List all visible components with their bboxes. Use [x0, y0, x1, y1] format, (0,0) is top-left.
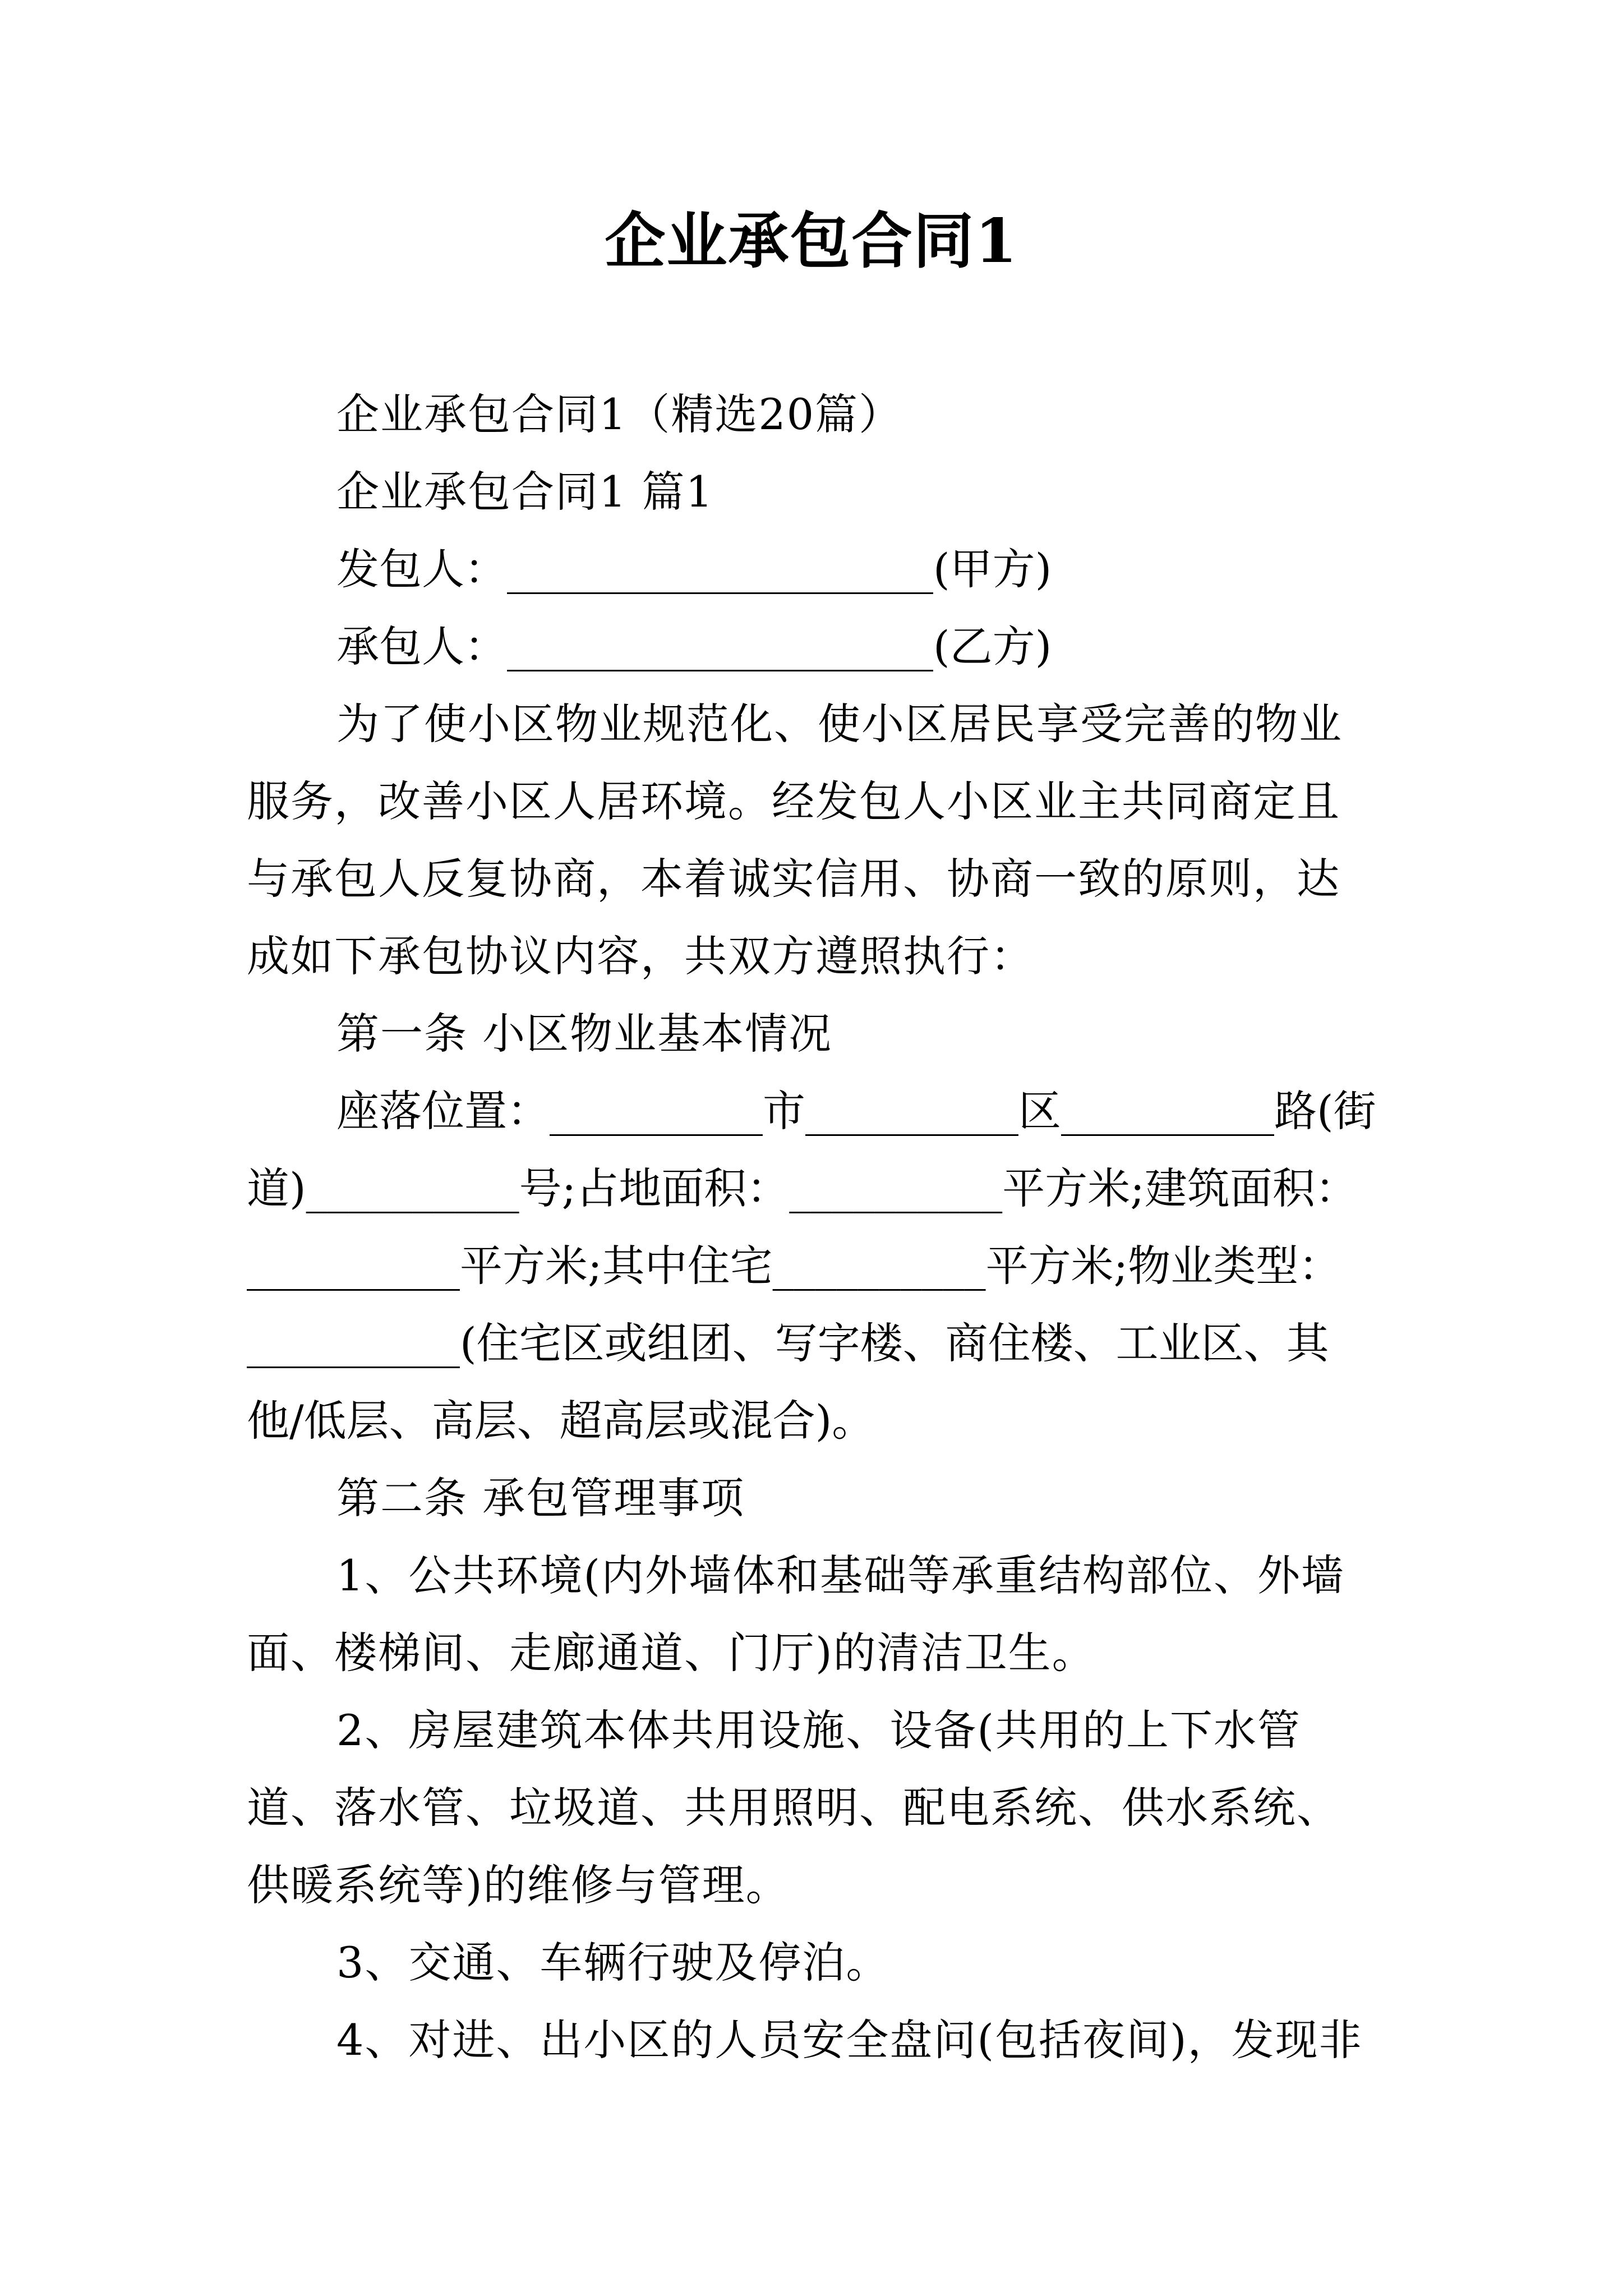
paragraph-item-2: 2、房屋建筑本体共用设施、设备(共用的上下水管道、落水管、垃圾道、共用照明、配电系统、供水系统、供暖系统等)的维修与管理。 — [247, 1705, 1340, 1910]
document-body — [247, 376, 1377, 2079]
paragraph-party-a: 发包人：____________________(甲方) — [336, 544, 1052, 594]
paragraph-item-1: 1、公共环境(内外墙体和基础等承重结构部位、外墙面、楼梯间、走廊通道、门厅)的清洁卫生。 — [247, 1550, 1345, 1678]
paragraph-article-1-body: 座落位置：__________市__________区__________路(街道)__________号;占地面积：__________平方米;建筑面积：__________平方米;其中住宅__________平方米;物业类型：__________(住宅区或组团、写字楼、商住楼、工业区、其他/低层、高层、超高层或混合)。 — [247, 1086, 1376, 1446]
paragraph-article-2-heading: 第二条 承包管理事项 — [336, 1473, 745, 1523]
paragraph-item-4: 4、对进、出小区的人员安全盘问(包括夜间)，发现非 — [336, 2015, 1363, 2065]
paragraph-party-b: 承包人：____________________(乙方) — [336, 622, 1052, 671]
paragraph-item-3: 3、交通、车辆行驶及停泊。 — [336, 1938, 890, 1987]
paragraph-subtitle: 企业承包合同1（精选20篇） — [336, 389, 903, 439]
paragraph-article-1-heading: 第一条 小区物业基本情况 — [336, 1009, 833, 1059]
document-title: 企业承包合同1 — [605, 206, 1018, 277]
paragraph-section-heading: 企业承包合同1 篇1 — [336, 467, 714, 517]
paragraph-preamble: 为了使小区物业规范化、使小区居民享受完善的物业服务，改善小区人居环境。经发包人小区业主共同商定且与承包人反复协商，本着诚实信用、协商一致的原则，达成如下承包协议内容，共双方遵照执行： — [247, 699, 1343, 981]
